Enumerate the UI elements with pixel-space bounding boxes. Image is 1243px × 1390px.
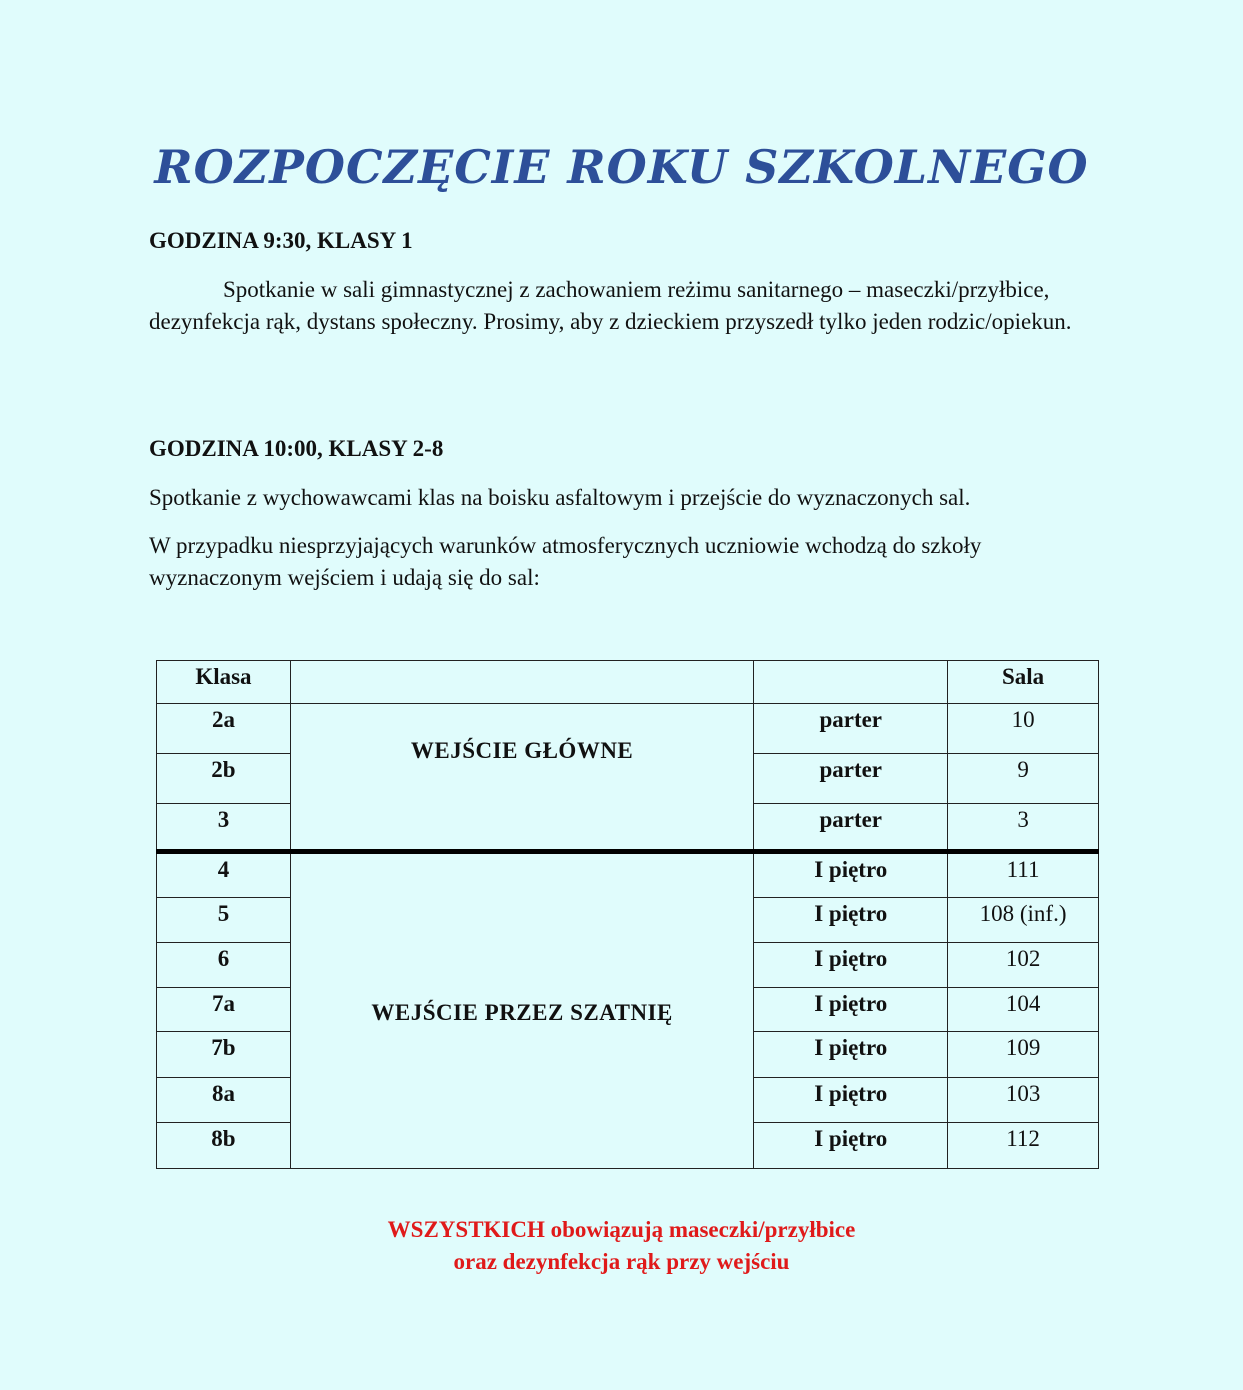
floor-cell: I piętro <box>754 988 948 1032</box>
floor-cell: parter <box>754 754 948 804</box>
safety-notice <box>0 1214 1243 1278</box>
rooms-table <box>156 660 1099 1169</box>
floor-cell: I piętro <box>754 852 948 898</box>
klasa-cell: 3 <box>157 804 291 852</box>
klasa-cell: 5 <box>157 898 291 943</box>
header-floor <box>754 661 948 704</box>
klasa-cell: 8b <box>157 1123 291 1169</box>
table-row <box>157 852 1099 898</box>
sala-cell: 103 <box>948 1078 1099 1123</box>
section-1-heading: GODZINA 9:30, KLASY 1 <box>149 228 413 253</box>
table-header-row <box>157 661 1099 704</box>
floor-cell: I piętro <box>754 1123 948 1169</box>
page-title: ROZPOCZĘCIE ROKU SZKOLNEGO <box>154 140 1089 194</box>
sala-cell: 108 (inf.) <box>948 898 1099 943</box>
sala-cell: 10 <box>948 704 1099 754</box>
sala-cell: 3 <box>948 804 1099 852</box>
sala-cell: 104 <box>948 988 1099 1032</box>
safety-notice-line-2: oraz dezynfekcja rąk przy wejściu <box>453 1249 790 1274</box>
entrance-main-cell: WEJŚCIE GŁÓWNE <box>290 704 753 852</box>
sala-cell: 9 <box>948 754 1099 804</box>
floor-cell: parter <box>754 704 948 754</box>
table-row <box>157 704 1099 754</box>
safety-notice-line-1: WSZYSTKICH obowiązują maseczki/przyłbice <box>387 1217 856 1242</box>
entrance-cloakroom-cell: WEJŚCIE PRZEZ SZATNIĘ <box>290 852 753 1169</box>
sala-cell: 109 <box>948 1032 1099 1078</box>
klasa-cell: 4 <box>157 852 291 898</box>
section-2-text-2: W przypadku niesprzyjających warunków atmosferycznych uczniowie wchodzą do szkoły wyznaczonym wejściem i udają się do sal: <box>149 533 982 590</box>
klasa-cell: 2b <box>157 754 291 804</box>
klasa-cell: 7b <box>157 1032 291 1078</box>
klasa-cell: 6 <box>157 943 291 988</box>
floor-cell: I piętro <box>754 898 948 943</box>
header-sala: Sala <box>948 661 1099 704</box>
klasa-cell: 8a <box>157 1078 291 1123</box>
section-2-text-1: Spotkanie z wychowawcami klas na boisku asfaltowym i przejście do wyznaczonych sal. <box>149 485 971 510</box>
floor-cell: parter <box>754 804 948 852</box>
header-klasa: Klasa <box>157 661 291 704</box>
section-2-heading: GODZINA 10:00, KLASY 2-8 <box>149 436 444 461</box>
floor-cell: I piętro <box>754 943 948 988</box>
floor-cell: I piętro <box>754 1078 948 1123</box>
klasa-cell: 7a <box>157 988 291 1032</box>
floor-cell: I piętro <box>754 1032 948 1078</box>
sala-cell: 111 <box>948 852 1099 898</box>
section-1-text: Spotkanie w sali gimnastycznej z zachowaniem reżimu sanitarnego – maseczki/przyłbice, dezynfekcja rąk, dystans społeczny. Prosimy, aby z dzieckiem przyszedł tylko jeden rodzic/opiekun. <box>149 277 1072 334</box>
sala-cell: 102 <box>948 943 1099 988</box>
sala-cell: 112 <box>948 1123 1099 1169</box>
klasa-cell: 2a <box>157 704 291 754</box>
header-entrance <box>290 661 753 704</box>
